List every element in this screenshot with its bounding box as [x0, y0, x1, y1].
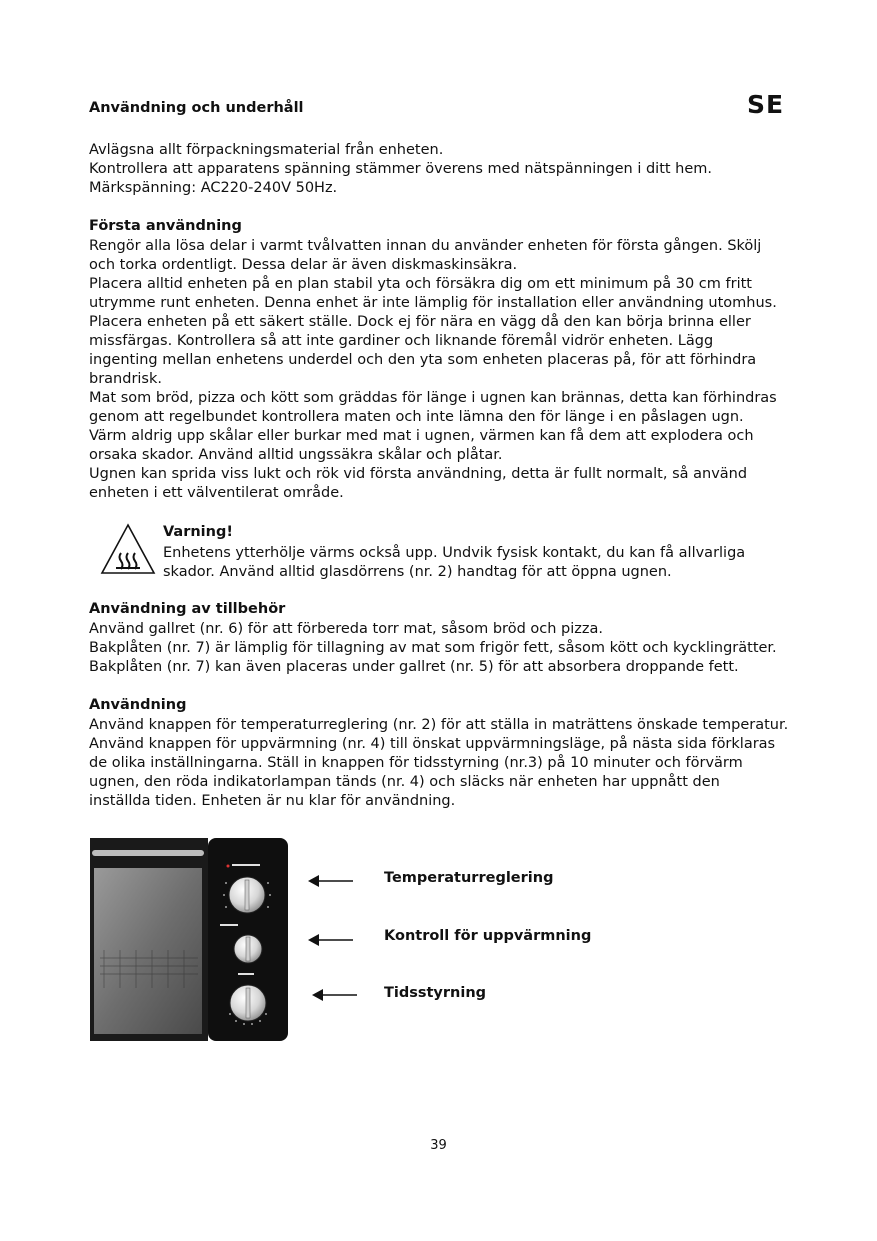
- hot-surface-warning-icon: [100, 523, 156, 575]
- arrow-left-icon: [308, 874, 354, 888]
- paragraph-line: Kontrollera att apparatens spänning stämmer överens med nätspänningen i ditt hem.: [89, 161, 713, 177]
- paragraph-line: Använd knappen för uppvärmning (nr. 4) till önskat uppvärmningsläge, på nästa sida förklaras: [89, 736, 776, 752]
- section-heading-usage: Användning: [89, 697, 187, 713]
- oven-control-panel-image: [90, 838, 294, 1041]
- arrow-left-icon: [312, 988, 358, 1002]
- paragraph-line: Märkspänning: AC220-240V 50Hz.: [89, 180, 338, 196]
- paragraph-line: inställda tiden. Enheten är nu klar för användning.: [89, 793, 456, 809]
- warning-line: skador. Använd alltid glasdörrens (nr. 2) handtag för att öppna ugnen.: [163, 564, 672, 580]
- section-heading-first-use: Första användning: [89, 218, 242, 234]
- label-timer-control: Tidsstyrning: [384, 985, 487, 1001]
- page-number: 39: [430, 1138, 447, 1153]
- paragraph-line: Använd gallret (nr. 6) för att förbereda torr mat, såsom bröd och pizza.: [89, 621, 603, 637]
- paragraph-line: Placera enheten på ett säkert ställe. Dock ej för nära en vägg då den kan börja brinna eller: [89, 314, 751, 330]
- paragraph-line: Bakplåten (nr. 7) kan även placeras under gallret (nr. 5) för att absorbera droppande fett.: [89, 659, 739, 675]
- paragraph-line: orsaka skador. Använd alltid ungssäkra skålar och plåtar.: [89, 447, 503, 463]
- paragraph-line: Värm aldrig upp skålar eller burkar med mat i ugnen, värmen kan få dem att explodera och: [89, 428, 754, 444]
- paragraph-line: Använd knappen för temperaturreglering (nr. 2) för att ställa in maträttens önskade temperatur.: [89, 717, 789, 733]
- warning-line: Enhetens ytterhölje värms också upp. Undvik fysisk kontakt, du kan få allvarliga: [163, 545, 746, 561]
- paragraph-line: Bakplåten (nr. 7) är lämplig för tillagning av mat som frigör fett, såsom kött och kycklingrätter.: [89, 640, 777, 656]
- paragraph-line: genom att regelbundet kontrollera maten och inte lämna den för länge i en påslagen ugn.: [89, 409, 744, 425]
- paragraph-line: de olika inställningarna. Ställ in knappen för tidsstyrning (nr.3) på 10 minuter och förvärm: [89, 755, 743, 771]
- section-first-use-text: [89, 237, 777, 503]
- section-heading-usage-maintenance: Användning och underhåll: [89, 100, 304, 116]
- paragraph-line: Ugnen kan sprida viss lukt och rök vid första användning, detta är fullt normalt, så använd: [89, 466, 748, 482]
- section-accessories-text: [89, 620, 777, 677]
- paragraph-line: Rengör alla lösa delar i varmt tvålvatten innan du använder enheten för första gången. Skölj: [89, 238, 762, 254]
- paragraph-line: Placera alltid enheten på en plan stabil yta och försäkra dig om ett minimum på 30 cm fritt: [89, 276, 752, 292]
- paragraph-line: Avlägsna allt förpackningsmaterial från enheten.: [89, 142, 444, 158]
- section-usage-maintenance-text: [89, 141, 712, 198]
- paragraph-line: ugnen, den röda indikatorlampan tänds (nr. 4) och släcks när enheten har uppnått den: [89, 774, 720, 790]
- section-heading-accessories: Användning av tillbehör: [89, 601, 286, 617]
- warning-text: [163, 544, 745, 582]
- paragraph-line: utrymme runt enheten. Denna enhet är inte lämplig för installation eller användning utomhus.: [89, 295, 777, 311]
- paragraph-line: Mat som bröd, pizza och kött som gräddas för länge i ugnen kan brännas, detta kan förhindras: [89, 390, 777, 406]
- section-usage-text: [89, 716, 788, 811]
- arrow-left-icon: [308, 933, 354, 947]
- language-code: SE: [747, 90, 785, 119]
- warning-title: Varning!: [163, 524, 233, 540]
- paragraph-line: missfärgas. Kontrollera så att inte gardiner och liknande föremål vidrör enheten. Lägg: [89, 333, 714, 349]
- label-temperature-control: Temperaturreglering: [384, 870, 554, 886]
- paragraph-line: enheten i ett välventilerat område.: [89, 485, 344, 501]
- paragraph-line: ingenting mellan enhetens underdel och den yta som enheten placeras på, för att förhindra: [89, 352, 757, 368]
- paragraph-line: och torka ordentligt. Dessa delar är även diskmaskinsäkra.: [89, 257, 518, 273]
- label-heating-control: Kontroll för uppvärmning: [384, 928, 592, 944]
- paragraph-line: brandrisk.: [89, 371, 162, 387]
